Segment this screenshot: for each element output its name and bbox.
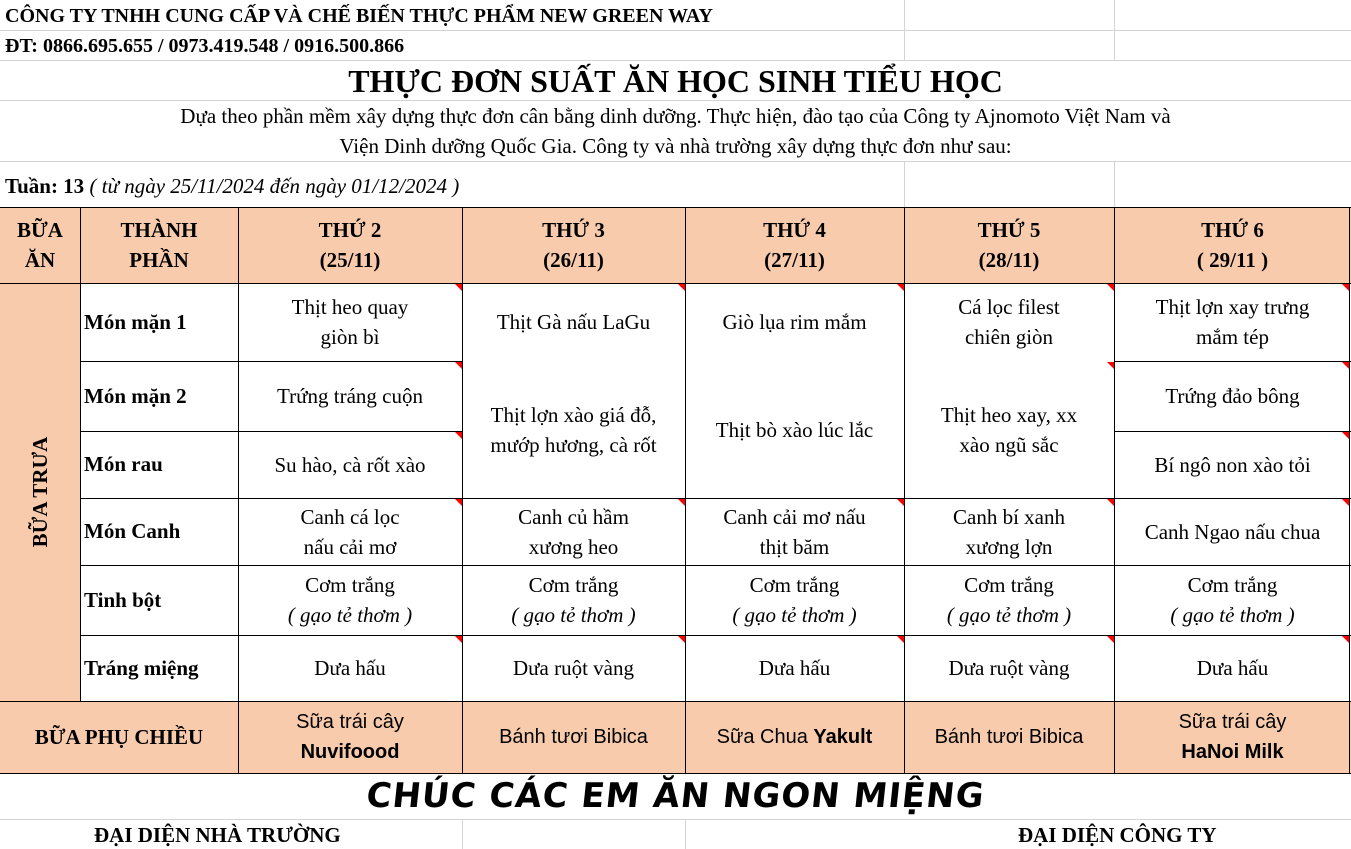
comment-marker-icon[interactable] xyxy=(1107,362,1114,369)
header-component xyxy=(80,207,238,283)
comment-marker-icon[interactable] xyxy=(455,362,462,369)
comment-marker-icon[interactable] xyxy=(455,499,462,506)
cell-text: Canh bí xanh xyxy=(953,504,1065,529)
table-border xyxy=(0,773,1351,774)
header-day-wed xyxy=(685,207,904,283)
gridline xyxy=(685,819,686,849)
cell-trangmieng-fri xyxy=(1114,635,1351,701)
week-info xyxy=(5,171,459,201)
cell-text: Dưa ruột vàng xyxy=(512,656,635,680)
cell-man2-rau-thu xyxy=(904,361,1114,498)
snack-label xyxy=(0,701,238,773)
table-border xyxy=(238,207,239,773)
cell-text: Bí ngô non xào tỏi xyxy=(1154,452,1311,477)
cell-text xyxy=(717,722,873,752)
table-border xyxy=(1114,361,1351,362)
page-title: THỰC ĐƠN SUẤT ĂN HỌC SINH TIỂU HỌC xyxy=(348,63,1003,99)
comment-marker-icon[interactable] xyxy=(678,499,685,506)
snack-text-plain: Sữa Chua xyxy=(716,726,814,748)
company-representative: ĐẠI DIỆN CÔNG TY xyxy=(1018,823,1217,847)
cell-text: Cơm trắng xyxy=(528,573,619,597)
cell-text: Canh cá lọc xyxy=(300,504,400,529)
cell-man2-rau-tue xyxy=(462,361,685,498)
comment-marker-icon[interactable] xyxy=(897,636,904,643)
cell-text: Thịt heo xay, xx xyxy=(940,402,1078,427)
comment-marker-icon[interactable] xyxy=(1342,432,1349,439)
cell-text: Su hào, cà rốt xào xyxy=(274,452,426,477)
snack-label-text: BỮA PHỤ CHIỀU xyxy=(34,725,204,749)
cell-text: Thịt heo quay xyxy=(291,295,409,319)
day-date: (26/11) xyxy=(543,248,604,272)
cell-tinhbot-tue xyxy=(462,565,685,635)
day-date: (27/11) xyxy=(764,248,825,272)
day-date: (28/11) xyxy=(978,248,1040,272)
table-border xyxy=(80,635,1351,636)
cell-canh-thu xyxy=(904,498,1114,565)
cell-text: Cơm trắng xyxy=(1187,573,1278,597)
cell-text: Sữa trái cây xyxy=(296,711,404,733)
cell-text: giòn bì xyxy=(320,325,380,349)
cell-text: nấu cải mơ xyxy=(303,534,397,559)
cell-text: Nuvifoood xyxy=(300,741,400,763)
cell-man1-fri xyxy=(1114,283,1351,361)
header-component-line: THÀNH xyxy=(120,218,198,242)
cell-text: Trứng tráng cuộn xyxy=(277,384,423,408)
table-border xyxy=(904,207,905,773)
row-label-man2: Món mặn 2 xyxy=(84,383,187,408)
table-border xyxy=(0,701,1351,702)
cell-text: Sữa trái cây xyxy=(1178,711,1287,733)
table-border xyxy=(80,565,1351,566)
cell-trangmieng-tue xyxy=(462,635,685,701)
day-name: THỨ 4 xyxy=(763,218,826,242)
comment-marker-icon[interactable] xyxy=(1342,499,1349,506)
gridline xyxy=(904,161,905,207)
cell-man2-mon xyxy=(238,361,462,431)
comment-marker-icon[interactable] xyxy=(897,499,904,506)
comment-marker-icon[interactable] xyxy=(678,636,685,643)
comment-marker-icon[interactable] xyxy=(1342,636,1349,643)
cell-tinhbot-thu xyxy=(904,565,1114,635)
week-number: Tuần: 13 xyxy=(5,174,85,198)
cell-trangmieng-mon xyxy=(238,635,462,701)
row-label-rau: Món rau xyxy=(84,452,163,476)
cell-rau-fri xyxy=(1114,431,1351,498)
cell-text: Giò lụa rim mắm xyxy=(722,310,867,334)
comment-marker-icon[interactable] xyxy=(897,284,904,291)
cell-canh-wed xyxy=(685,498,904,565)
table-border xyxy=(0,283,1351,284)
row-label-canh: Món Canh xyxy=(84,519,181,543)
cell-tinhbot-mon xyxy=(238,565,462,635)
cell-text: Bánh tươi Bibica xyxy=(499,726,648,748)
intro-line-2: Viện Dinh dưỡng Quốc Gia. Công ty và nhà trường xây dựng thực đơn như sau: xyxy=(339,134,1012,158)
table-border xyxy=(1349,207,1350,773)
cell-snack-mon xyxy=(238,701,462,773)
school-representative: ĐẠI DIỆN NHÀ TRƯỜNG xyxy=(94,823,341,847)
gridline xyxy=(0,161,1351,162)
cell-text: xương lợn xyxy=(965,534,1053,559)
cell-snack-wed xyxy=(685,701,904,773)
cell-rau-mon xyxy=(238,431,462,498)
table-border xyxy=(80,361,462,362)
comment-marker-icon[interactable] xyxy=(455,636,462,643)
cell-text: Dưa ruột vàng xyxy=(948,656,1070,680)
table-border xyxy=(462,207,463,773)
cell-text: Thịt bò xào lúc lắc xyxy=(715,417,874,442)
header-day-thu xyxy=(904,207,1114,283)
table-border xyxy=(80,431,462,432)
table-border xyxy=(1114,207,1115,773)
cell-text: HaNoi Milk xyxy=(1181,741,1284,763)
cell-text: Cơm trắng xyxy=(749,573,840,597)
day-name: THỨ 3 xyxy=(542,218,605,242)
header-meal-line: ĂN xyxy=(24,248,56,272)
cell-man1-tue xyxy=(462,283,685,361)
cell-canh-tue xyxy=(462,498,685,565)
cell-text: Cơm trắng xyxy=(305,573,395,597)
cell-text: chiên giòn xyxy=(964,325,1054,349)
cell-man1-mon xyxy=(238,283,462,361)
company-name: CÔNG TY TNHH CUNG CẤP VÀ CHẾ BIẾN THỰC PHẨM NEW GREEN WAY xyxy=(5,5,713,27)
cell-snack-fri xyxy=(1114,701,1351,773)
row-label-man1: Món mặn 1 xyxy=(84,309,187,334)
cell-text: Trứng đảo bông xyxy=(1165,384,1300,408)
cell-note: ( gạo tẻ thơm ) xyxy=(732,603,857,627)
cell-note: ( gạo tẻ thơm ) xyxy=(1170,603,1295,627)
cell-text: Dưa hấu xyxy=(314,656,386,680)
cell-snack-tue xyxy=(462,701,685,773)
cell-text: Dưa hấu xyxy=(758,656,831,680)
comment-marker-icon[interactable] xyxy=(455,432,462,439)
cell-text: Canh Ngao nấu chua xyxy=(1144,519,1321,544)
comment-marker-icon[interactable] xyxy=(455,284,462,291)
header-day-mon xyxy=(238,207,462,283)
cell-text: mắm tép xyxy=(1196,325,1269,349)
intro-line-1: Dựa theo phần mềm xây dựng thực đơn cân bằng dinh dưỡng. Thực hiện, đào tạo của Công ty Ajnomoto Việt Nam và xyxy=(180,104,1171,128)
header-day-tue xyxy=(462,207,685,283)
day-name: THỨ 2 xyxy=(318,218,382,242)
comment-marker-icon[interactable] xyxy=(1342,284,1349,291)
table-border xyxy=(1114,431,1351,432)
cell-note: ( gạo tẻ thơm ) xyxy=(511,603,636,627)
cell-text: mướp hương, cà rốt xyxy=(490,432,657,457)
cell-trangmieng-thu xyxy=(904,635,1114,701)
company-phone: ĐT: 0866.695.655 / 0973.419.548 / 0916.500.866 xyxy=(5,35,405,57)
cell-text: Thịt Gà nấu LaGu xyxy=(496,310,651,334)
cell-text: Thịt lợn xay trưng xyxy=(1155,295,1310,319)
cell-tinhbot-wed xyxy=(685,565,904,635)
table-border xyxy=(80,498,1351,499)
cell-note: ( gạo tẻ thơm ) xyxy=(287,603,413,627)
cell-text: Cá lọc filest xyxy=(958,295,1060,319)
comment-marker-icon[interactable] xyxy=(1342,362,1349,369)
header-meal-line: BỮA xyxy=(17,218,63,242)
gridline xyxy=(462,819,463,849)
comment-marker-icon[interactable] xyxy=(1107,499,1114,506)
table-border xyxy=(0,207,1351,208)
header-meal xyxy=(0,207,80,283)
cell-text: Canh củ hầm xyxy=(518,504,629,529)
gridline xyxy=(0,819,1351,820)
snack-text-bold: Yakult xyxy=(813,726,873,748)
lunch-label: BỮA TRƯA xyxy=(28,436,52,548)
table-border xyxy=(80,207,81,701)
cell-text: Thịt lợn xào giá đỗ, xyxy=(490,402,657,427)
cell-man1-thu xyxy=(904,283,1114,361)
row-label-tinhbot: Tinh bột xyxy=(84,587,162,612)
cell-text: xào ngũ sắc xyxy=(959,432,1059,457)
gridline xyxy=(1114,161,1115,207)
cell-tinhbot-fri xyxy=(1114,565,1351,635)
week-range: ( từ ngày 25/11/2024 đến ngày 01/12/2024 ) xyxy=(89,174,460,198)
cell-text: Dưa hấu xyxy=(1196,656,1269,680)
cell-canh-fri xyxy=(1114,498,1351,565)
day-date: (25/11) xyxy=(319,248,381,272)
day-name: THỨ 5 xyxy=(977,218,1041,242)
cell-text: thịt băm xyxy=(759,534,830,559)
comment-marker-icon[interactable] xyxy=(678,284,685,291)
comment-marker-icon[interactable] xyxy=(1107,284,1114,291)
cell-text: Cơm trắng xyxy=(964,573,1054,597)
cell-text: Bánh tươi Bibica xyxy=(934,726,1084,748)
cell-snack-thu xyxy=(904,701,1114,773)
header-day-fri xyxy=(1114,207,1351,283)
day-date: ( 29/11 ) xyxy=(1196,248,1269,272)
cell-text: xương heo xyxy=(528,534,619,559)
header-component-line: PHẦN xyxy=(129,248,189,272)
gridline xyxy=(0,30,1351,31)
cell-man1-wed xyxy=(685,283,904,361)
cell-trangmieng-wed xyxy=(685,635,904,701)
table-border xyxy=(685,207,686,773)
cell-note: ( gạo tẻ thơm ) xyxy=(946,603,1072,627)
cell-canh-mon xyxy=(238,498,462,565)
day-name: THỨ 6 xyxy=(1201,218,1264,242)
cell-text: Canh cải mơ nấu xyxy=(723,504,866,529)
cell-man2-rau-wed xyxy=(685,361,904,498)
comment-marker-icon[interactable] xyxy=(1107,636,1114,643)
greeting: CHÚC CÁC EM ĂN NGON MIỆNG xyxy=(364,776,987,816)
cell-man2-fri xyxy=(1114,361,1351,431)
row-label-trangmieng: Tráng miệng xyxy=(84,655,199,680)
